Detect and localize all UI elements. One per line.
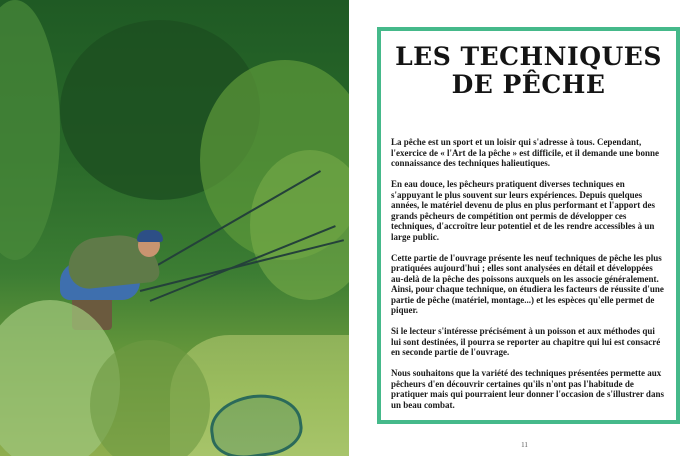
paragraph: Cette partie de l'ouvrage présente les neuf techniques de pêche les plus pratiquées aujourd'hui ; elles sont analysées en détail et développées au-delà de la pêche des poissons auxquels on les associe généralement. Ainsi, pour chaque technique, on étudiera les facteurs de réussite d'une partie de pêche (matériel, montage...) et les espèces qu'elle permet de piquer. xyxy=(391,252,664,315)
title-line-1: LES TECHNIQUES xyxy=(395,42,662,71)
paragraph: Si le lecteur s'intéresse précisément à un poisson et aux méthodes qui lui sont destinées, il pourra se reporter au chapitre qui lui est consacré en seconde partie de l'ouvrage. xyxy=(391,326,661,357)
title-line-2: DE PÊCHE xyxy=(451,70,606,99)
page-title xyxy=(381,43,676,99)
paragraph: En eau douce, les pêcheurs pratiquent diverses techniques en s'appuyant le plus souvent sur leurs expériences. Depuis quelques années, le matériel devenu de plus en plus performant et l'apport des grands pêcheurs de compétition ont permis de développer ces techniques, d'accroître leur potentiel et de les rendre accessibles à un large public. xyxy=(391,179,655,242)
body-text xyxy=(391,137,666,421)
page-number: 11 xyxy=(521,441,528,449)
foliage-left xyxy=(0,0,60,260)
angler-cap xyxy=(137,230,163,242)
paragraph: Nous souhaitons que la variété des techniques présentées permette aux pêcheurs d'en découvrir certaines qu'ils n'ont pas l'habitude de pratiquer mais qui pourraient leur donner l'occasion de s'illustrer dans un beau combat. xyxy=(391,368,664,410)
paragraph: La pêche est un sport et un loisir qui s'adresse à tous. Cependant, l'exercice de « l'Art de la pêche » est difficile, et il demande une bonne connaissance des techniques halieutiques. xyxy=(391,137,660,168)
photo-fishing-scene xyxy=(0,0,349,456)
text-frame xyxy=(377,27,680,424)
